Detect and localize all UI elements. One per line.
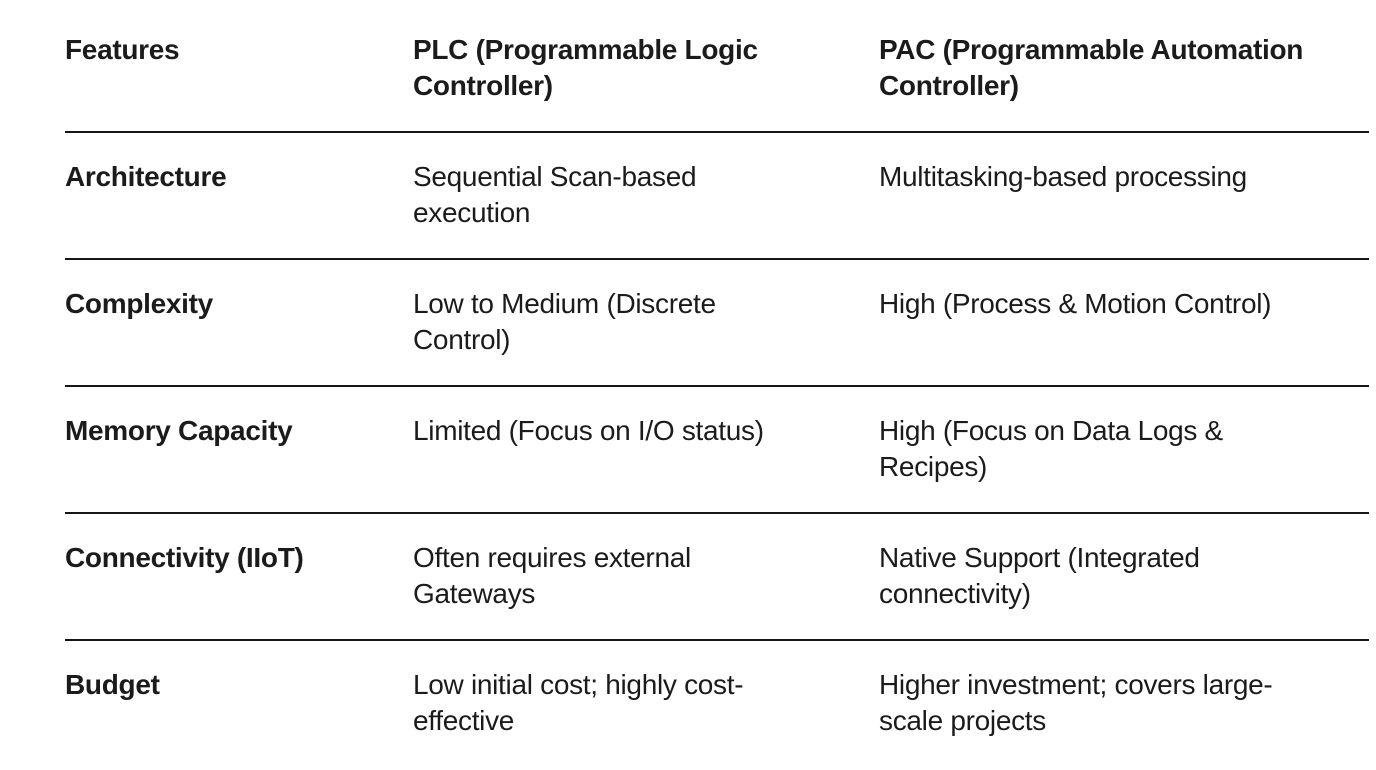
row-label-text: Memory Capacity <box>65 415 293 446</box>
pac-value-cell <box>879 514 1369 639</box>
cell-text: Sequential Scan-based <box>413 161 697 192</box>
row-label <box>65 387 413 512</box>
cell-text: effective <box>413 705 515 736</box>
table-row <box>65 385 1369 512</box>
cell-text: Low initial cost; highly cost- <box>413 669 744 700</box>
pac-value-cell <box>879 387 1369 512</box>
row-label <box>65 260 413 385</box>
table-row <box>65 512 1369 639</box>
cell-text: Multitasking-based processing <box>879 161 1247 192</box>
cell-text: Gateways <box>413 578 536 609</box>
header-text: Controller) <box>879 70 1019 101</box>
row-label-text: Architecture <box>65 161 227 192</box>
row-label-text: Connectivity (IIoT) <box>65 542 304 573</box>
pac-value-cell <box>879 260 1369 385</box>
row-label <box>65 514 413 639</box>
row-label-text: Budget <box>65 669 160 700</box>
plc-pac-comparison-table <box>65 0 1369 770</box>
header-cell-pac <box>879 0 1369 131</box>
cell-text: Limited (Focus on I/O status) <box>413 415 764 446</box>
header-text: PLC (Programmable Logic <box>413 34 758 65</box>
row-label-text: Complexity <box>65 288 213 319</box>
row-label <box>65 133 413 258</box>
cell-text: Native Support (Integrated <box>879 542 1200 573</box>
cell-text: Often requires external <box>413 542 691 573</box>
cell-text: High (Process & Motion Control) <box>879 288 1272 319</box>
table-row <box>65 258 1369 385</box>
cell-text: Control) <box>413 324 511 355</box>
cell-text: connectivity) <box>879 578 1031 609</box>
table-row <box>65 639 1369 770</box>
cell-text: Higher investment; covers large- <box>879 669 1273 700</box>
header-text: Features <box>65 34 180 65</box>
plc-value-cell <box>413 260 879 385</box>
header-text: PAC (Programmable Automation <box>879 34 1304 65</box>
header-text: Controller) <box>413 70 553 101</box>
plc-value-cell <box>413 133 879 258</box>
table-header-row <box>65 0 1369 131</box>
plc-value-cell <box>413 641 879 770</box>
cell-text: Low to Medium (Discrete <box>413 288 716 319</box>
header-cell-features <box>65 0 413 131</box>
plc-value-cell <box>413 387 879 512</box>
row-label <box>65 641 413 770</box>
header-cell-plc <box>413 0 879 131</box>
pac-value-cell <box>879 641 1369 770</box>
cell-text: Recipes) <box>879 451 988 482</box>
cell-text: execution <box>413 197 531 228</box>
cell-text: scale projects <box>879 705 1046 736</box>
pac-value-cell <box>879 133 1369 258</box>
cell-text: High (Focus on Data Logs & <box>879 415 1223 446</box>
table-row <box>65 131 1369 258</box>
plc-value-cell <box>413 514 879 639</box>
